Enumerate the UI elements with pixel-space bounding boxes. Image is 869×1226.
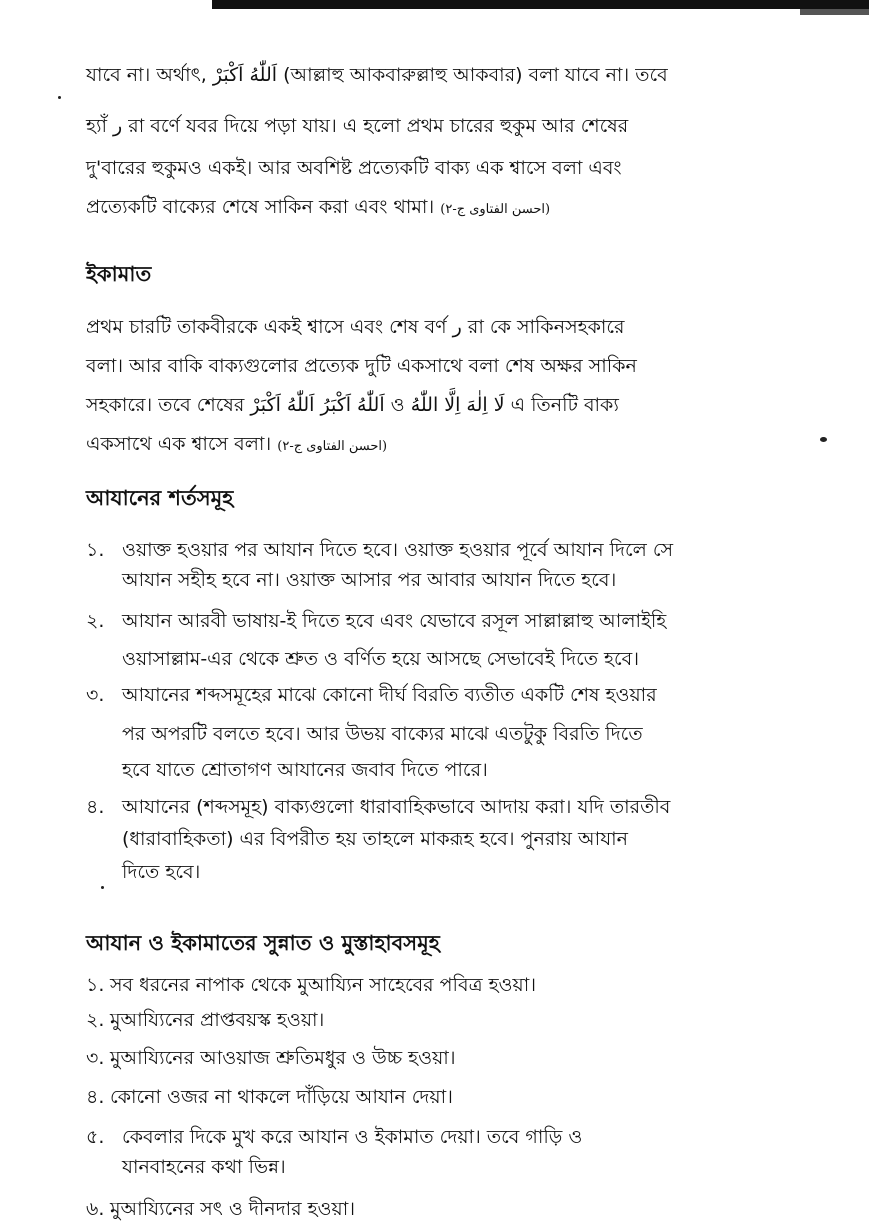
list-item-line: মুআয্যিনের আওয়াজ শ্রুতিমধুর ও উচ্চ হওয়া।	[110, 1047, 456, 1069]
intro-line-3: দু'বারের হুকুমও একই। আর অবশিষ্ট প্রত্যেকটি বাক্য এক শ্বাসে বলা এবং	[86, 157, 622, 179]
list-number: ৩.	[86, 684, 105, 706]
list-number: ৪.	[86, 1086, 105, 1108]
list-item-line: যানবাহনের কথা ভিন্ন।	[122, 1156, 286, 1178]
list-item-line: আযানের (শব্দসমূহ) বাক্যগুলো ধারাবাহিকভাবে আদায় করা। যদি তারতীব	[122, 796, 671, 818]
intro-line-1: যাবে না। অর্থাৎ, اَللّٰهُ اَكْبَرْ (আল্লাহু আকবারুল্লাহু আকবার) বলা যাবে না। তবে	[86, 64, 668, 86]
scan-speck	[820, 437, 827, 442]
list-item-line: ওয়াক্ত হওয়ার পর আযান দিতে হবে। ওয়াক্ত হওয়ার পূর্বে আযান দিলে সে	[122, 539, 674, 561]
iqamat-last-text: একসাথে এক শ্বাসে বলা।	[86, 433, 272, 455]
list-item-line: হবে যাতে শ্রোতাগণ আযানের জবাব দিতে পারে।	[122, 759, 488, 781]
list-number: ৩.	[86, 1047, 105, 1069]
scan-speck	[101, 886, 104, 889]
iqamat-heading: ইকামাত	[86, 262, 152, 286]
intro-line-2: হ্যাঁ ر রা বর্ণে যবর দিয়ে পড়া যায়। এ হলো প্রথম চারের হুকুম আর শেষের	[86, 115, 629, 137]
list-number: ২.	[86, 1009, 105, 1031]
list-number: ৪.	[86, 796, 105, 818]
list-number: ১.	[86, 974, 105, 996]
list-item-line: (ধারাবাহিকতা) এর বিপরীত হয় তাহলে মাকরূহ হবে। পুনরায় আযান	[122, 828, 628, 850]
iqamat-citation: (احسن الفتاوی ج-۲)	[277, 439, 388, 454]
intro-last-text: প্রত্যেকটি বাক্যের শেষে সাকিন করা এবং থামা।	[86, 196, 435, 218]
scan-edge-shadow	[800, 9, 869, 15]
sunnah-heading: আযান ও ইকামাতের সুন্নাত ও মুস্তাহাবসমূহ	[86, 931, 440, 955]
list-number: ২.	[86, 610, 105, 632]
iqamat-line-3: সহকারে। তবে শেষের اَللّٰهُ اَكْبَرُ اَللّٰهُ اَكْبَرْ ও لَا اِلٰهَ اِلَّا اللّٰهُ এ তিনটি বাক্য	[86, 394, 619, 416]
list-number: ১.	[86, 539, 105, 561]
iqamat-line-4	[86, 431, 387, 460]
list-item-line: কোনো ওজর না থাকলে দাঁড়িয়ে আযান দেয়া।	[110, 1086, 453, 1108]
list-item-line: আযানের শব্দসমূহের মাঝে কোনো দীর্ঘ বিরতি ব্যতীত একটি শেষ হওয়ার	[122, 684, 657, 706]
list-number: ৫.	[86, 1126, 105, 1148]
scan-edge-bar	[212, 0, 869, 9]
list-item-line: ওয়াসাল্লাম-এর থেকে শ্রুত ও বর্ণিত হয়ে আসছে সেভাবেই দিতে হবে।	[122, 648, 640, 670]
list-item-line: আযান আরবী ভাষায়-ই দিতে হবে এবং যেভাবে রসূল সাল্লাল্লাহু আলাইহি	[122, 610, 667, 632]
list-item-line: মুআয্যিনের সৎ ও দীনদার হওয়া।	[110, 1198, 356, 1220]
iqamat-line-1: প্রথম চারটি তাকবীরকে একই শ্বাসে এবং শেষ বর্ণ ر রা কে সাকিনসহকারে	[86, 316, 625, 338]
scan-speck	[58, 96, 61, 99]
iqamat-line-2: বলা। আর বাকি বাক্যগুলোর প্রত্যেক দুটি একসাথে বলা শেষ অক্ষর সাকিন	[86, 355, 637, 377]
intro-citation: (احسن الفتاوی ج-۲)	[440, 202, 551, 217]
list-item-line: কেবলার দিকে মুখ করে আযান ও ইকামাত দেয়া। তবে গাড়ি ও	[122, 1126, 583, 1148]
list-item-line: দিতে হবে।	[122, 861, 201, 883]
intro-line-4	[86, 194, 550, 223]
list-number: ৬.	[86, 1198, 105, 1220]
list-item-line: আযান সহীহ হবে না। ওয়াক্ত আসার পর আবার আযান দিতে হবে।	[122, 569, 617, 591]
list-item-line: সব ধরনের নাপাক থেকে মুআয্যিন সাহেবের পবিত্র হওয়া।	[110, 974, 537, 996]
list-item-line: পর অপরটি বলতে হবে। আর উভয় বাক্যের মাঝে এতটুকু বিরতি দিতে	[122, 723, 643, 745]
list-item-line: মুআয্যিনের প্রাপ্তবয়স্ক হওয়া।	[110, 1009, 325, 1031]
conditions-heading: আযানের শর্তসমূহ	[86, 486, 234, 510]
